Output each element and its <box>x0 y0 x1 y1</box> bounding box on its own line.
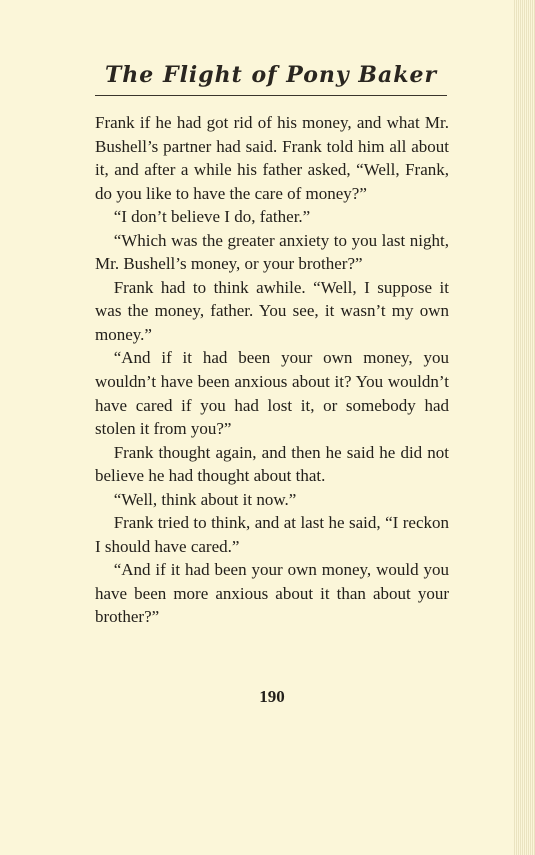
paragraph: “Which was the greater anxiety to you last night, Mr. Bushell’s money, or your brother?” <box>95 230 449 274</box>
paragraph: “And if it had been your own money, you wouldn’t have been anxious about it? You wouldn’t have cared if you had lost it, or somebody had stolen it from you?” <box>95 348 449 439</box>
paragraph: “Well, think about it now.” <box>113 489 297 509</box>
paragraph: Frank tried to think, and at last he said, “I reckon I should have cared.” <box>95 513 449 556</box>
body-text <box>95 111 449 629</box>
paragraph: Frank thought again, and then he said he did not believe he had thought about that. <box>95 442 449 486</box>
page-edge <box>513 0 535 855</box>
header-rule <box>95 95 447 96</box>
paragraph: “I don’t believe I do, father.” <box>113 207 311 227</box>
paragraph: “And if it had been your own money, would you have been more anxious about it than about your brother?” <box>95 560 449 627</box>
page-number: 190 <box>259 687 285 706</box>
paragraph: Frank if he had got rid of his money, and what Mr. Bushell’s partner had said. Frank told him all about it, and after a while his father asked, “Well, Frank, do you like to have the care of money?” <box>95 113 449 203</box>
running-header: The Flight of Pony Baker <box>104 62 438 88</box>
paragraph: Frank had to think awhile. “Well, I suppose it was the money, father. You see, it wasn’t my own money.” <box>95 277 449 344</box>
